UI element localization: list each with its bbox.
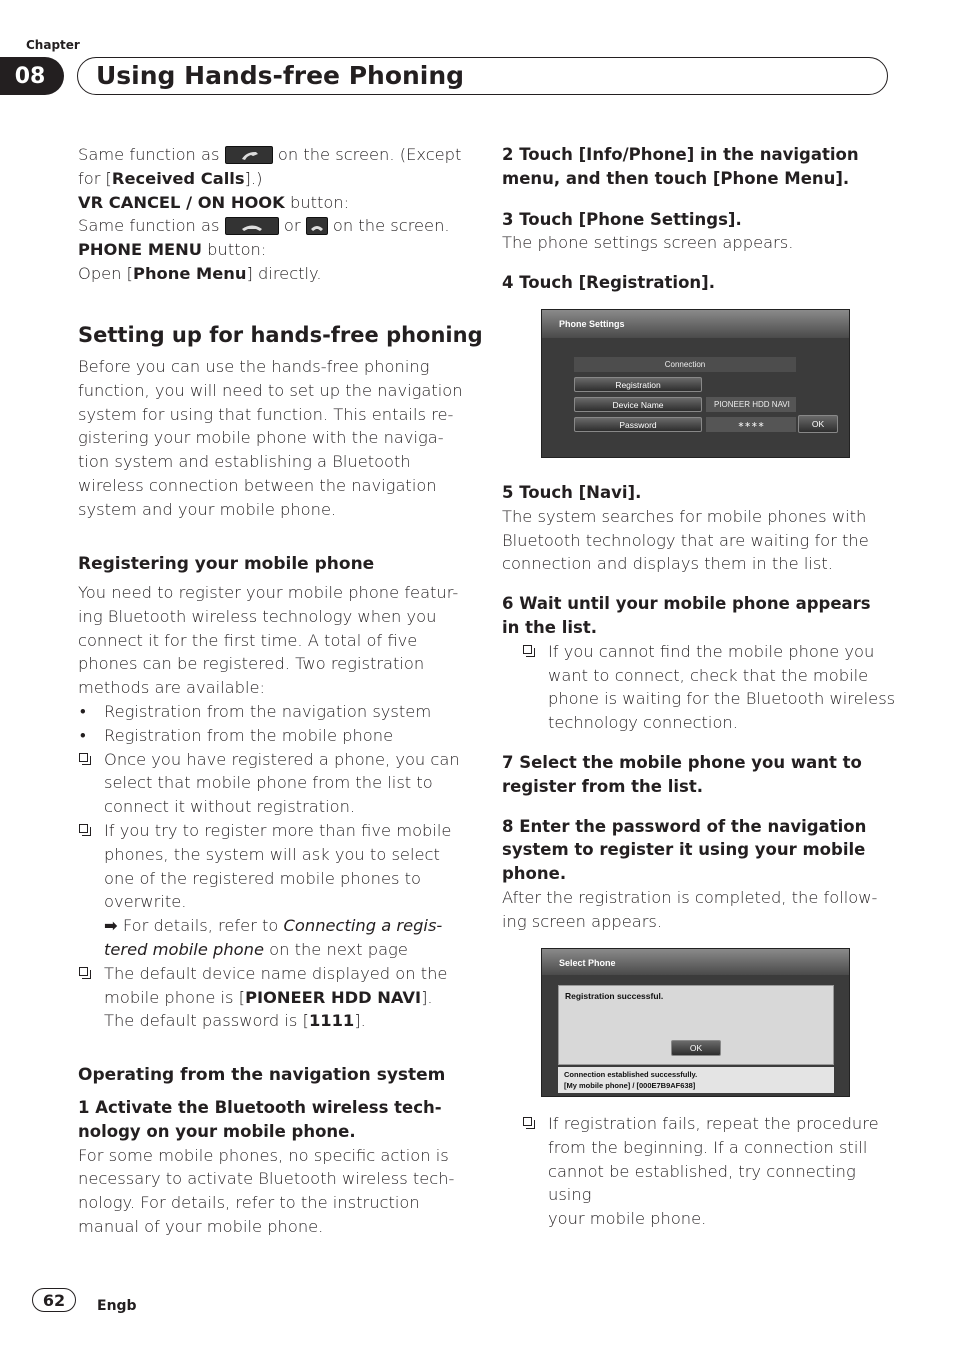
- chapter-label: Chapter: [26, 38, 80, 52]
- operating-heading: Operating from the navigation system: [78, 1065, 446, 1085]
- register-heading: Registering your mobile phone: [78, 554, 375, 574]
- dialog-ok-button[interactable]: OK: [671, 1040, 721, 1056]
- cross-reference: ➡ For details, refer to Connecting a regis-: [104, 916, 443, 936]
- note-item: If you cannot find the mobile phone you want to connect, check that the mobile phone is waiting for the Bluetooth wireless technology connection.: [522, 640, 902, 735]
- note-checkbox-icon: [79, 967, 88, 976]
- arrow-ref-icon: ➡: [104, 916, 118, 936]
- steps-2-4: 2 Touch [Info/Phone] in the navigation menu, and then touch [Phone Menu]. 3 Touch [Phone Settings]. The phone settings screen appears. 4 Touch [Registration].: [502, 145, 859, 293]
- screen-title: Phone Settings: [559, 319, 625, 329]
- step-1: 1 Activate the Bluetooth wireless tech- nology on your mobile phone. For some mobile phones, no specific action is necessary to activate Bluetooth wireless tech- nology. For details, refer to the instruction manual of your mobile phone.: [78, 1098, 455, 1236]
- registration-button[interactable]: Registration: [574, 377, 702, 392]
- intro-line-1: Same function as on the screen. (Except: [78, 145, 462, 164]
- page-number: 62: [32, 1288, 76, 1312]
- status-panel: [558, 1067, 834, 1093]
- note-item: If registration fails, repeat the procedure from the beginning. If a connection still cannot be established, try connecting using your mobile phone.: [522, 1112, 902, 1231]
- note-item: The default device name displayed on the mobile phone is [PIONEER HDD NAVI]. The default password is [1111].: [78, 962, 478, 1033]
- left-column: [78, 143, 478, 286]
- note-checkbox-icon: [79, 753, 88, 762]
- phone-settings-screenshot: [541, 309, 850, 458]
- note-checkbox-icon: [523, 645, 532, 654]
- final-note: [522, 1112, 902, 1231]
- status-line-1: Connection established successfully.: [564, 1070, 698, 1079]
- screen-title: Select Phone: [559, 958, 616, 968]
- intro-line-4: Same function as or on the screen.: [78, 216, 450, 236]
- page-title: Using Hands-free Phoning: [96, 61, 465, 90]
- dialog-box: [558, 985, 834, 1065]
- setup-heading: Setting up for hands-free phoning: [78, 323, 483, 347]
- device-name-value: PIONEER HDD NAVI: [706, 397, 796, 412]
- hang-up-icon: [225, 217, 279, 235]
- register-section: You need to register your mobile phone featur- ing Bluetooth wireless technology when you connect it for the first time. A total of five phones can be registered. Two registration methods are available: • Registration from the navigation system • Registration from the mobile phone Once you have registered a phone, you can select that mobile phone from the list to connect it without registration. If you try to register more than five mobile phones, the system will ask you to select one of the registered mobile phones to overwrite. ➡ For details, refer to Connecting a regis- tered mobile phone on the next page The default device name displayed on the mobile phone is [PIONEER HDD NAVI]. The default password is [1111].: [78, 581, 478, 1033]
- password-value: ∗∗∗∗: [706, 417, 796, 432]
- ok-button[interactable]: OK: [798, 415, 838, 433]
- setup-paragraph: Before you can use the hands-free phoning function, you will need to set up the navigation system for using that function. This entails re- gistering your mobile phone with the naviga- tion system and establishing a Bluetooth wireless connection between the navigation system and your mobile phone.: [78, 357, 463, 519]
- password-button[interactable]: Password: [574, 417, 702, 432]
- note-item: If you try to register more than five mobile phones, the system will ask you to select one of the registered mobile phones to overwrite. ➡ For details, refer to Connecting a regis- tered mobile phone on the next page: [78, 819, 478, 962]
- intro-line-5: PHONE MENU button:: [78, 240, 267, 260]
- intro-line-2: for [Received Calls].): [78, 168, 263, 188]
- note-checkbox-icon: [523, 1117, 532, 1126]
- note-item: Once you have registered a phone, you can select that mobile phone from the list to connect it without registration.: [78, 748, 478, 819]
- select-phone-screenshot: [541, 948, 850, 1097]
- phone-end-icon: [306, 217, 328, 235]
- chapter-number: 08: [0, 57, 64, 95]
- language-code: Engb: [97, 1298, 137, 1314]
- list-item: • Registration from the navigation system: [78, 700, 478, 724]
- list-item: • Registration from the mobile phone: [78, 724, 478, 748]
- phone-call-icon: [225, 146, 273, 164]
- device-name-button[interactable]: Device Name: [574, 397, 702, 412]
- note-checkbox-icon: [79, 824, 88, 833]
- intro-line-6: Open [Phone Menu] directly.: [78, 263, 322, 283]
- steps-5-8: 5 Touch [Navi]. The system searches for mobile phones with Bluetooth technology that are waiting for the connection and displays them in the list. 6 Wait until your mobile phone appears in the list. If you cannot find the mobile phone you want to connect, check that the mobile phone is waiting for the Bluetooth wireless technology connection. 7 Select the mobile phone you want to register from the list. 8 Enter the password of the navigation system to register it using your mobile phone. After the registration is completed, the follow- ing screen appears.: [502, 481, 902, 934]
- dialog-message: Registration successful.: [565, 991, 664, 1001]
- connection-row: Connection: [574, 357, 796, 372]
- status-line-2: [My mobile phone] / [000E7B9AF638]: [564, 1081, 696, 1090]
- intro-line-3: VR CANCEL / ON HOOK button:: [78, 192, 350, 212]
